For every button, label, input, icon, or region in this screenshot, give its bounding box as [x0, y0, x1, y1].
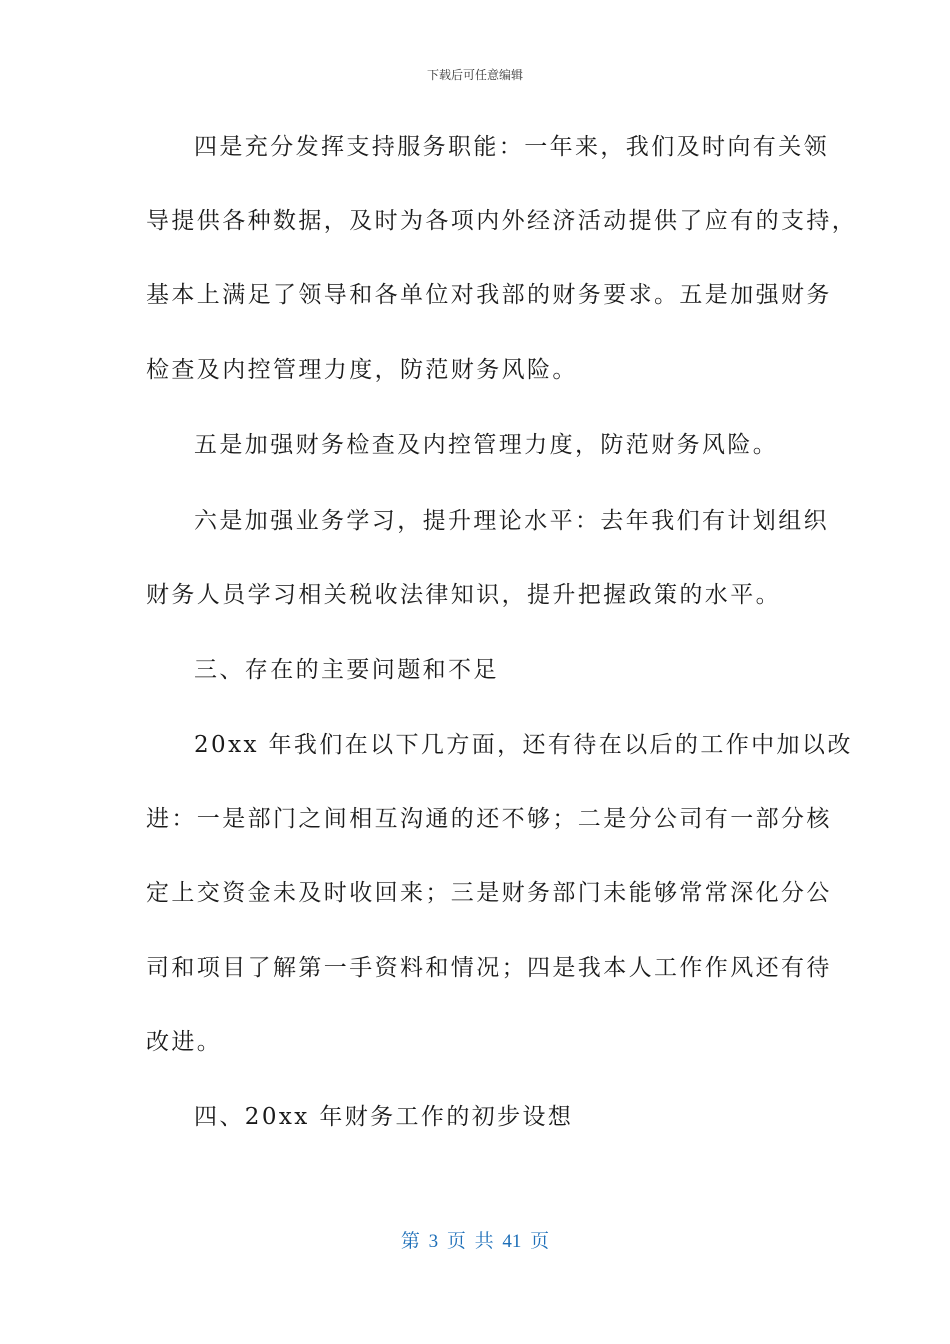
section-heading: 三、存在的主要问题和不足 — [194, 657, 499, 683]
page-header: 下载后可任意编辑 — [426, 68, 523, 82]
body-line: 六是加强业务学习，提升理论水平：去年我们有计划组织 — [194, 508, 829, 534]
body-line: 四是充分发挥支持服务职能：一年来，我们及时向有关领 — [194, 134, 829, 160]
page-number-footer: 第 3 页 共 41 页 — [400, 1231, 550, 1252]
body-line: 基本上满足了领导和各单位对我部的财务要求。五是加强财务 — [146, 282, 832, 308]
body-line: 进：一是部门之间相互沟通的还不够；二是分公司有一部分核 — [146, 806, 832, 832]
body-line: 定上交资金未及时收回来；三是财务部门未能够常常深化分公 — [146, 880, 832, 906]
body-line: 检查及内控管理力度，防范财务风险。 — [146, 357, 578, 383]
body-line: 财务人员学习相关税收法律知识，提升把握政策的水平。 — [146, 582, 781, 608]
body-line: 五是加强财务检查及内控管理力度，防范财务风险。 — [194, 432, 779, 458]
section-heading: 四、20xx 年财务工作的初步设想 — [194, 1104, 574, 1130]
body-line: 改进。 — [146, 1029, 223, 1055]
body-line: 20xx 年我们在以下几方面，还有待在以后的工作中加以改 — [194, 732, 853, 758]
body-line: 司和项目了解第一手资料和情况；四是我本人工作作风还有待 — [146, 955, 832, 981]
body-line: 导提供各种数据，及时为各项内外经济活动提供了应有的支持， — [146, 208, 858, 234]
